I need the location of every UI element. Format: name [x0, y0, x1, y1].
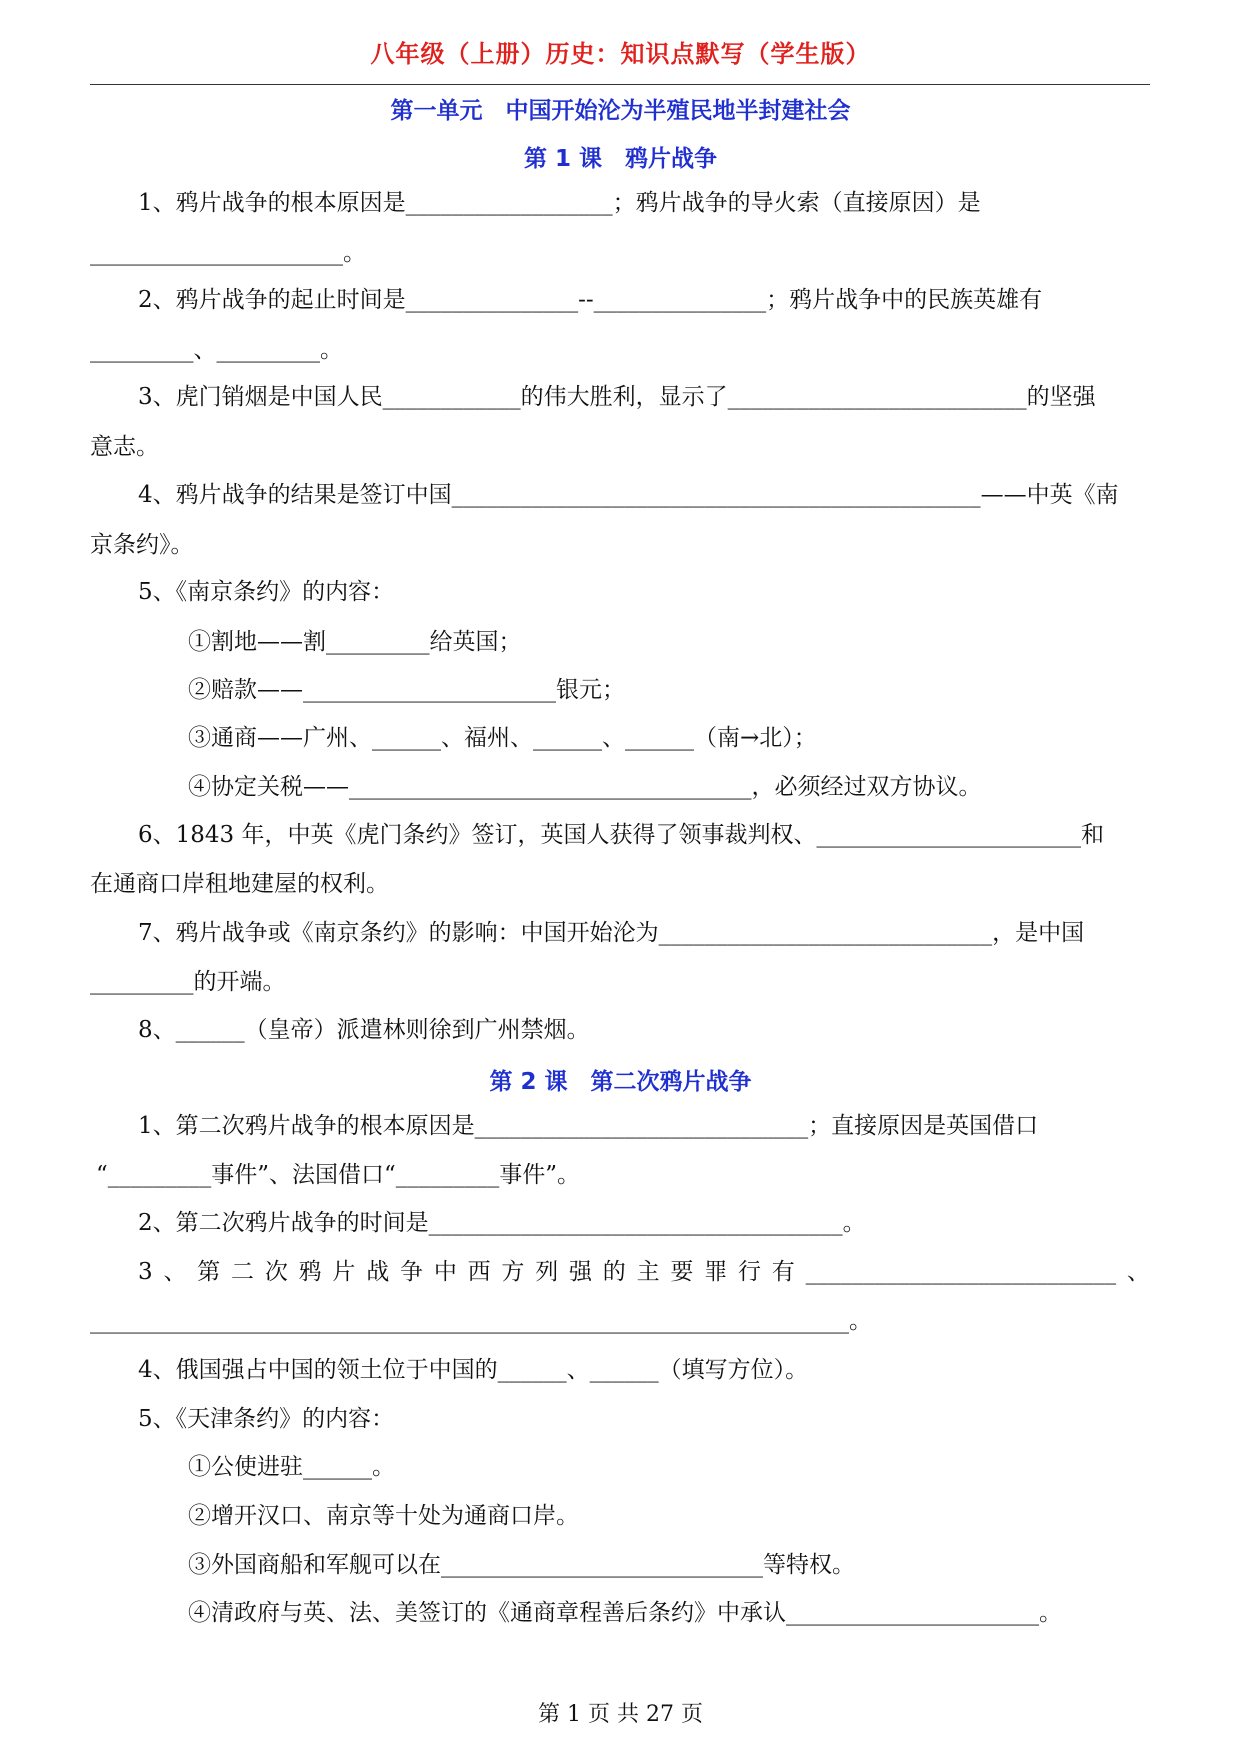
lesson1-q2-line2: _________、_________。: [90, 337, 343, 363]
lesson2-q5-item4: ④清政府与英、法、美签订的《通商章程善后条约》中承认______________________。: [188, 1600, 1062, 1626]
lesson1-q6-line2: 在通商口岸租地建屋的权利。: [90, 871, 389, 897]
lesson2-q5-item1: ①公使进驻______。: [188, 1454, 395, 1480]
header-rule: [90, 84, 1150, 85]
lesson1-q4-line1: 4、鸦片战争的结果是签订中国______________________________________________——中英《南: [138, 482, 1119, 508]
lesson1-q1-line2: ______________________。: [90, 240, 366, 266]
lesson2-q2: 2、第二次鸦片战争的时间是____________________________________。: [138, 1210, 866, 1236]
lesson-1-heading: 第 1 课 鸦片战争: [523, 146, 718, 172]
lesson1-q1-line1: 1、鸦片战争的根本原因是__________________；鸦片战争的导火索（直接原因）是: [138, 190, 981, 216]
lesson2-q1-line2: “_________事件”、法国借口“_________事件”。: [96, 1162, 581, 1188]
lesson1-q3-line1: 3、虎门销烟是中国人民____________的伟大胜利，显示了__________________________的坚强: [138, 384, 1096, 410]
lesson1-q2-line1: 2、鸦片战争的起止时间是_______________--_______________；鸦片战争中的民族英雄有: [138, 287, 1043, 313]
lesson2-q4: 4、俄国强占中国的领土位于中国的______、______（填写方位）。: [138, 1357, 809, 1383]
page-number: 第 1 页 共 27 页: [538, 1702, 703, 1727]
lesson2-q3-line2: __________________________________________________________________。: [90, 1308, 872, 1334]
lesson1-q3-line2: 意志。: [90, 434, 159, 460]
lesson2-q1-line1: 1、第二次鸦片战争的根本原因是_____________________________；直接原因是英国借口: [138, 1113, 1039, 1139]
lesson1-q5: 5、《南京条约》的内容：: [138, 579, 395, 605]
lesson1-q4-line2: 京条约》。: [90, 532, 194, 558]
lesson1-q6-line1: 6、1843 年，中英《虎门条约》签订，英国人获得了领事裁判权、_______________________和: [138, 822, 1104, 848]
lesson2-q3-line1: 3 、 第 二 次 鸦 片 战 争 中 西 方 列 强 的 主 要 罪 行 有 ___________________________ 、: [138, 1259, 1150, 1285]
lesson1-q8: 8、______（皇帝）派遣林则徐到广州禁烟。: [138, 1017, 590, 1043]
lesson1-q5-item3: ③通商——广州、______、福州、______、______（南→北）；: [188, 725, 817, 751]
lesson1-q5-item4: ④协定关税——___________________________________，必须经过双方协议。: [188, 774, 982, 800]
lesson2-q5-item2: ②增开汉口、南京等十处为通商口岸。: [188, 1503, 579, 1529]
lesson1-q5-item1: ①割地——割_________给英国；: [188, 629, 522, 655]
lesson-2-heading: 第 2 课 第二次鸦片战争: [489, 1069, 752, 1095]
unit-heading: 第一单元 中国开始沦为半殖民地半封建社会: [390, 98, 851, 124]
lesson2-q5: 5、《天津条约》的内容：: [138, 1406, 395, 1432]
lesson2-q5-item3: ③外国商船和军舰可以在____________________________等特权。: [188, 1552, 855, 1578]
lesson1-q7-line2: _________的开端。: [90, 969, 286, 995]
lesson1-q5-item2: ②赔款——______________________银元；: [188, 677, 625, 703]
lesson1-q7-line1: 7、鸦片战争或《南京条约》的影响：中国开始沦为_____________________________，是中国: [138, 920, 1085, 946]
document-title: 八年级（上册）历史：知识点默写（学生版）: [370, 40, 871, 68]
